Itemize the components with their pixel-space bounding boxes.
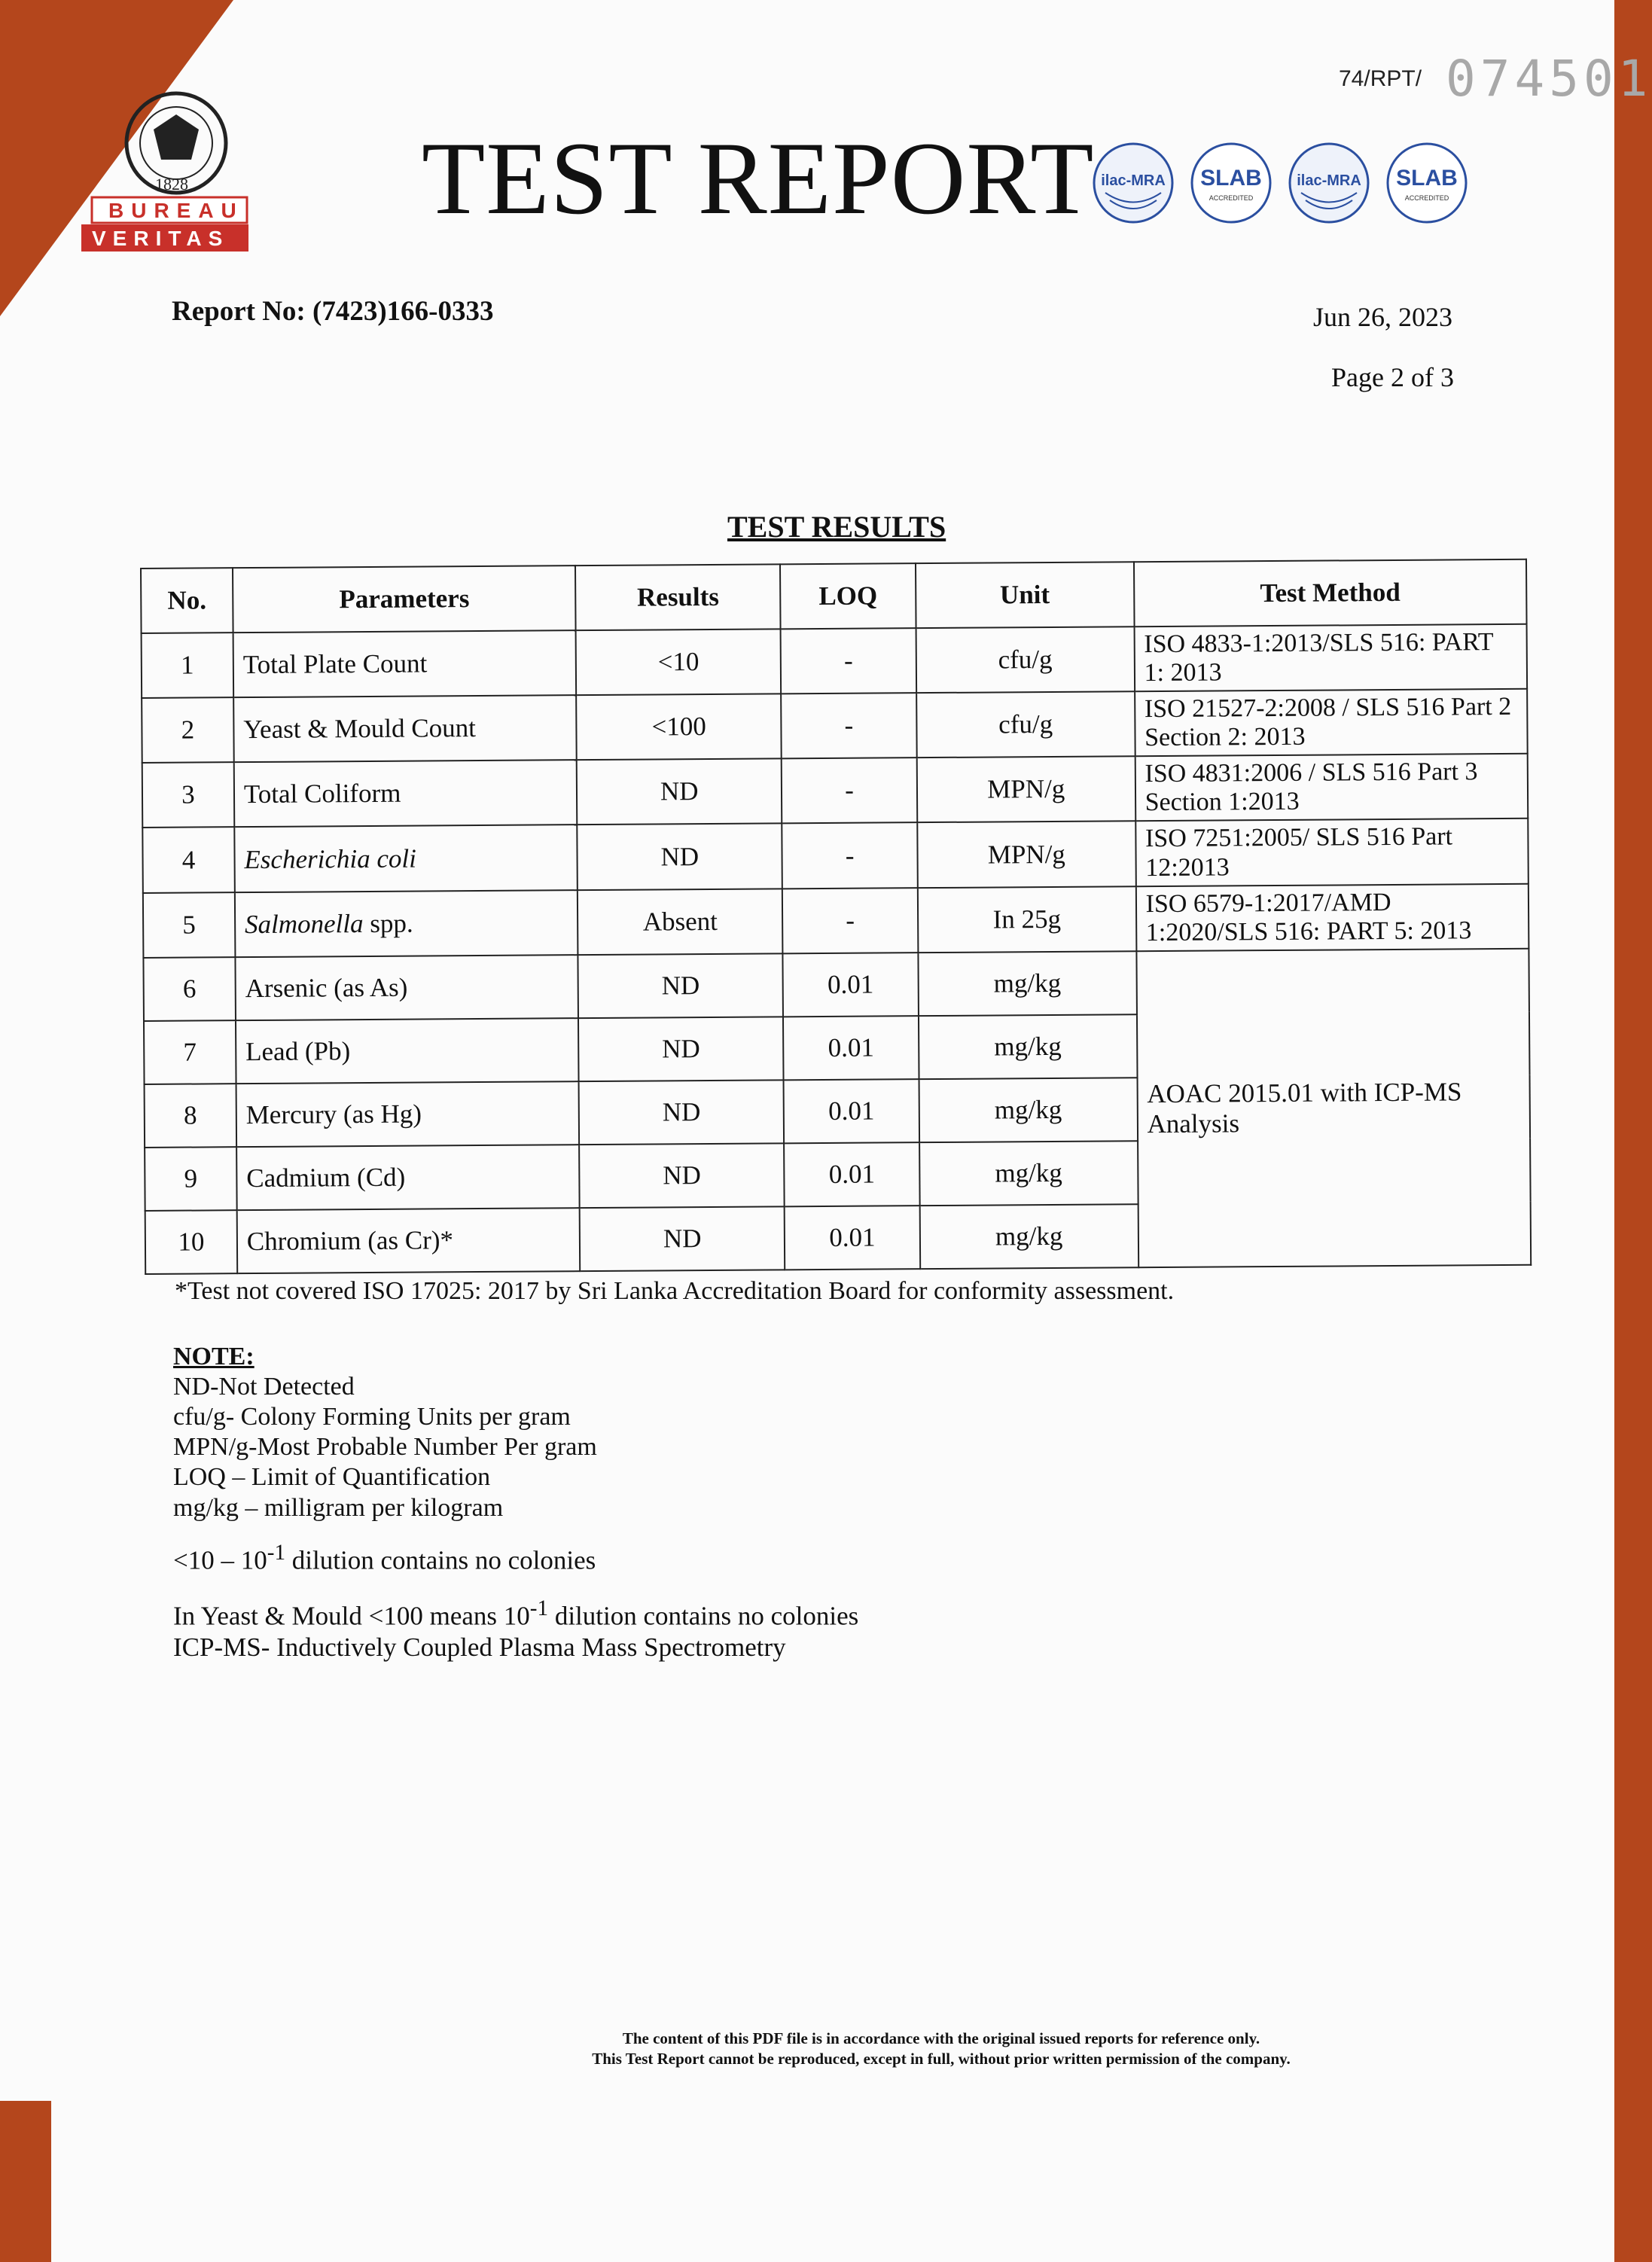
result-cell: ND [579,1080,784,1145]
unit-cell: In 25g [918,886,1136,953]
yeast-note-post: dilution contains no colonies [548,1601,859,1631]
column-header: LOQ [780,563,916,629]
section-title: TEST RESULTS [727,510,946,544]
loq-cell: - [781,693,916,758]
row-number: 7 [144,1020,236,1084]
row-number: 1 [142,633,233,698]
table-row [143,949,1529,1021]
page-number: Page 2 of 3 [1331,362,1454,392]
row-number: 6 [143,957,235,1021]
badge-label: ilac-MRA [1101,172,1166,189]
badge-label: ilac-MRA [1297,172,1361,189]
column-header: Unit [916,562,1134,628]
yeast-note-exponent: -1 [529,1596,549,1620]
loq-cell: - [782,823,917,889]
dilution-note-exponent: -1 [267,1541,286,1565]
document-title: TEST REPORT [422,120,1095,236]
result-cell: <100 [577,694,782,761]
yeast-note-pre: In Yeast & Mould <100 means 10 [173,1601,530,1631]
icpms-note: ICP-MS- Inductively Coupled Plasma Mass Spectrometry [173,1632,786,1662]
parameter-cell: Arsenic (as As) [235,955,578,1020]
slab-badge [1188,140,1274,226]
parameter-cell: Lead (Pb) [236,1018,579,1084]
logo-year: 1828 [155,175,188,194]
logo-line1: BUREAU [108,199,244,222]
column-header: Results [575,564,780,630]
note-item: ND-Not Detected [173,1373,355,1401]
row-number: 8 [145,1084,236,1148]
badge-label: SLAB [1200,166,1262,191]
loq-cell: 0.01 [785,1206,920,1270]
loq-cell: - [782,758,917,823]
unit-cell: MPN/g [917,822,1135,888]
dilution-note-pre: <10 – 10 [173,1545,267,1575]
serial-prefix: 74/RPT/ [1339,66,1422,91]
parameter-cell [235,890,578,957]
dilution-note [173,1541,596,1576]
yeast-mould-note [173,1596,858,1632]
column-header: Test Method [1134,559,1527,626]
slab-badge [1384,140,1470,226]
unit-cell: mg/kg [920,1204,1138,1269]
result-cell: ND [577,759,782,825]
parameter-cell: Chromium (as Cr)* [237,1208,581,1273]
result-cell: ND [580,1206,785,1271]
note-item: mg/kg – milligram per kilogram [173,1493,504,1522]
ilac-mra-logo-icon [1286,140,1372,226]
loq-cell: 0.01 [784,1142,919,1206]
loq-cell: - [782,888,918,953]
unit-cell: mg/kg [919,1141,1138,1206]
badge-sub: ACCREDITED [1209,194,1254,202]
ilac-mra-badge [1090,140,1176,226]
parameter-suffix: spp. [363,908,413,938]
logo-line2: VERITAS [92,227,230,250]
parameter-cell: Yeast & Mould Count [233,695,577,762]
bureau-veritas-logo-icon [78,84,253,259]
note-item: MPN/g-Most Probable Number Per gram [173,1433,597,1462]
result-cell: ND [578,1017,783,1081]
result-cell: ND [578,953,783,1018]
parameter-name: Salmonella [244,908,364,939]
parameter-cell [234,825,578,892]
parameter-cell: Total Coliform [234,760,578,827]
test-method-cell: ISO 4831:2006 / SLS 516 Part 3 Section 1:2013 [1135,754,1528,822]
ilac-mra-logo-icon [1090,140,1176,226]
slab-logo-icon [1384,140,1470,226]
table-row [143,883,1529,957]
row-number: 9 [145,1147,236,1211]
disclaimer-line: The content of this PDF file is in accordance with the original issued reports for reference only. [622,2029,1260,2047]
result-cell: Absent [578,889,782,955]
badge-sub: ACCREDITED [1404,194,1449,202]
row-number: 3 [142,762,234,828]
table-row [142,624,1528,698]
column-header: Parameters [233,566,576,633]
disclaimer-line: This Test Report cannot be reproduced, except in full, without prior written permission of the company. [592,2050,1291,2068]
serial-number: 074501 [1446,50,1652,108]
note-item: cfu/g- Colony Forming Units per gram [173,1403,571,1431]
test-method-cell: ISO 7251:2005/ SLS 516 Part 12:2013 [1135,819,1529,886]
row-number: 5 [143,892,235,958]
loq-cell: 0.01 [783,1016,919,1080]
unit-cell: MPN/g [917,757,1135,823]
bureau-veritas-logo [78,84,253,259]
notes-block [173,1342,597,1523]
loq-cell: 0.01 [784,1079,919,1143]
ilac-mra-badge [1286,140,1372,226]
loq-cell: 0.01 [783,953,919,1017]
table-row [142,689,1528,763]
badge-label: SLAB [1396,166,1458,191]
result-cell: <10 [576,629,781,695]
accreditation-footnote: *Test not covered ISO 17025: 2017 by Sri Lanka Accreditation Board for conformity assessment. [175,1277,1175,1305]
disclaimer [527,2029,1355,2070]
report-date: Jun 26, 2023 [1313,302,1453,332]
unit-cell: mg/kg [919,1078,1137,1142]
unit-cell: cfu/g [916,626,1134,693]
table-row [142,819,1529,892]
parameter-cell: Total Plate Count [233,630,576,697]
notes-heading: NOTE: [173,1343,255,1370]
unit-cell: cfu/g [916,691,1135,758]
parameter-cell: Cadmium (Cd) [236,1145,580,1210]
result-cell: ND [579,1143,784,1208]
table-header-row [141,559,1527,633]
report-number: Report No: (7423)166-0333 [172,296,494,327]
row-number: 2 [142,697,233,763]
unit-cell: mg/kg [919,1014,1137,1079]
slab-logo-icon [1188,140,1274,226]
shared-test-method-cell: AOAC 2015.01 with ICP-MS Analysis [1136,949,1531,1267]
unit-cell: mg/kg [918,951,1136,1016]
loq-cell: - [781,628,916,694]
result-cell: ND [578,824,782,890]
row-number: 10 [145,1210,237,1274]
parameter-name: Escherichia coli [244,843,417,874]
test-method-cell: ISO 6579-1:2017/AMD 1:2020/SLS 516: PART 5: 2013 [1135,883,1529,951]
parameter-cell: Mercury (as Hg) [236,1081,579,1147]
table-row [142,754,1529,828]
test-method-cell: ISO 4833-1:2013/SLS 516: PART 1: 2013 [1134,624,1527,692]
test-results-table [140,559,1532,1275]
test-method-cell: ISO 21527-2:2008 / SLS 516 Part 2 Section 2: 2013 [1135,689,1528,757]
note-item: LOQ – Limit of Quantification [173,1463,491,1492]
accreditation-badges [1090,140,1482,253]
row-number: 4 [142,828,234,893]
dilution-note-post: dilution contains no colonies [285,1545,596,1575]
column-header: No. [141,568,233,633]
